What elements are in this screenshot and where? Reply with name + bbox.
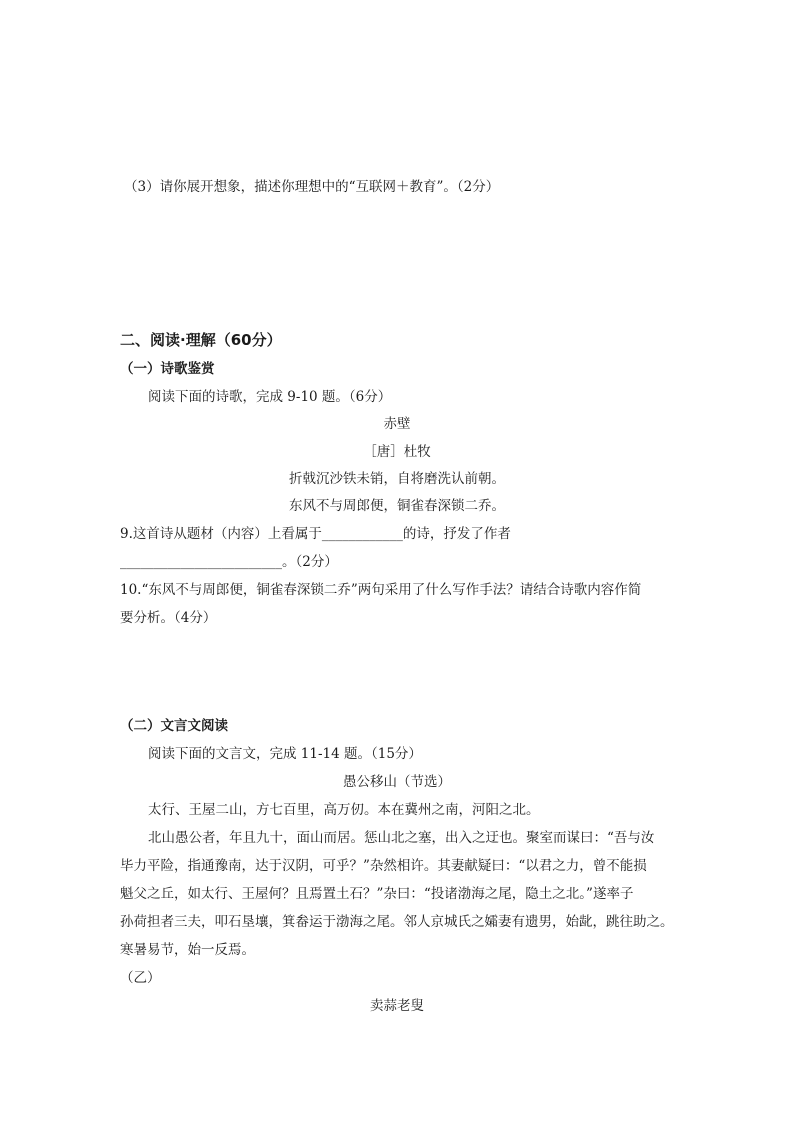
passage-a-title: 愚公移山（节选） xyxy=(343,774,451,790)
question-10-line-2: 要分析。（4分） xyxy=(120,610,217,626)
question-3: （3）请你展开想象，描述你理想中的“互联网＋教育”。（2分） xyxy=(124,179,500,195)
passage-a-para-2-line-1: 北山愚公者，年且九十，面山而居。惩山北之塞，出入之迂也。聚室而谋曰：“吾与汝 xyxy=(148,830,655,846)
passage-a-para-2-line-5: 寒暑易节，始一反焉。 xyxy=(120,942,255,958)
classical-instruction: 阅读下面的文言文，完成 11-14 题。（15分） xyxy=(148,746,422,762)
poetry-heading: （一）诗歌鉴赏 xyxy=(120,361,215,377)
poem-line-1: 折戟沉沙铁未销，自将磨洗认前朝。 xyxy=(289,471,505,487)
question-9-line-1: 9.这首诗从题材（内容）上看属于____________的诗，抒发了作者 xyxy=(120,526,511,542)
passage-a-para-2-line-2: 毕力平险，指通豫南，达于汉阴，可乎？”杂然相许。其妻献疑曰：“以君之力，曾不能损 xyxy=(120,858,647,874)
part-b-label: （乙） xyxy=(120,970,161,986)
question-10-line-1: 10.“东风不与周郎便，铜雀春深锁二乔”两句采用了什么写作手法？请结合诗歌内容作简 xyxy=(120,582,642,598)
classical-heading: （二）文言文阅读 xyxy=(120,718,228,734)
poem-author: ［唐］杜牧 xyxy=(363,444,431,460)
passage-a-para-2-line-3: 魁父之丘，如太行、王屋何？且焉置土石？”杂曰：“投诸渤海之尾，隐土之北。”遂率子 xyxy=(120,886,634,902)
passage-b-title: 卖蒜老叟 xyxy=(370,998,424,1014)
poem-line-2: 东风不与周郎便，铜雀春深锁二乔。 xyxy=(289,498,505,514)
section-2-title: 二、阅读·理解（60分） xyxy=(120,331,282,349)
poem-title: 赤壁 xyxy=(383,416,411,432)
poetry-instruction: 阅读下面的诗歌，完成 9-10 题。（6分） xyxy=(148,389,392,405)
question-9-line-2: ________________________。（2分） xyxy=(120,554,338,570)
passage-a-para-1: 太行、王屋二山，方七百里，高万仞。本在冀州之南，河阳之北。 xyxy=(148,802,540,818)
passage-a-para-2-line-4: 孙荷担者三夫，叩石垦壤，箕畚运于渤海之尾。邻人京城氏之孀妻有遗男，始龀，跳往助之。 xyxy=(120,914,674,930)
